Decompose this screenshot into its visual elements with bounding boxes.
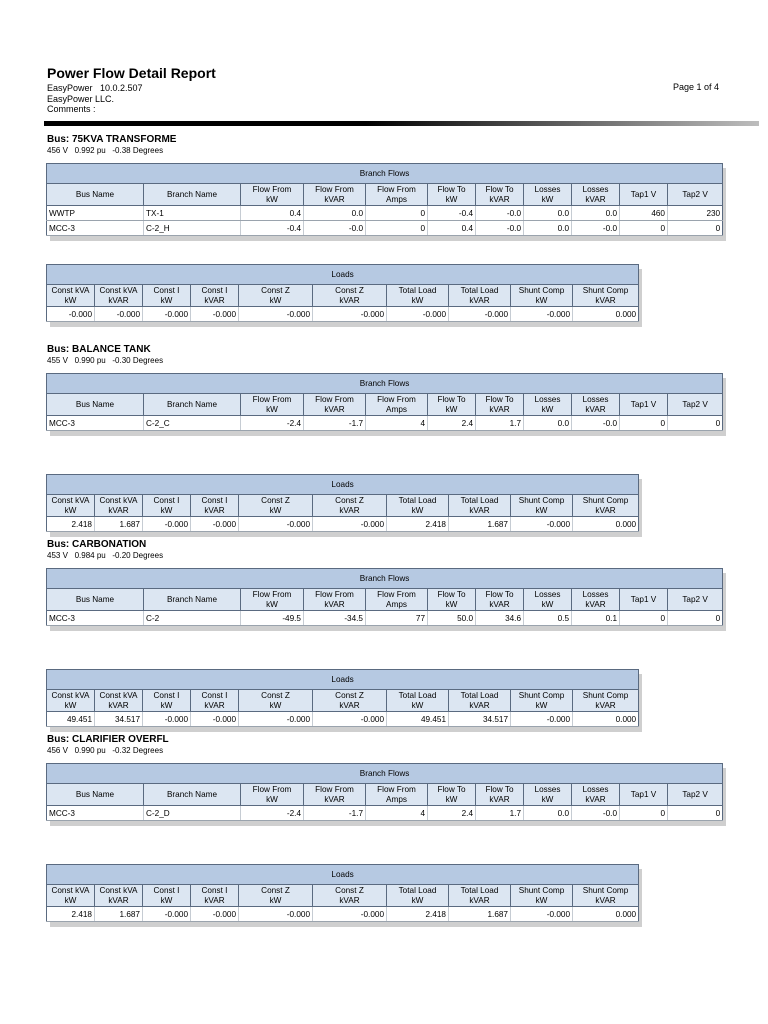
table-cell: -0.000 xyxy=(313,712,387,727)
column-header: Shunt Comp kW xyxy=(511,885,573,907)
bus-info: 456 V 0.992 pu -0.38 Degrees xyxy=(47,146,164,155)
column-header: Tap1 V xyxy=(620,589,668,611)
table-cell: -0.000 xyxy=(95,307,143,322)
column-header: Const I kW xyxy=(143,495,191,517)
table-cell: MCC-3 xyxy=(47,416,144,431)
table-row xyxy=(47,416,723,431)
table-cell: -0.000 xyxy=(511,517,573,532)
table-cell: -0.000 xyxy=(143,307,191,322)
table-row xyxy=(47,517,639,532)
column-header: Const I kVAR xyxy=(191,285,239,307)
table-row xyxy=(47,206,723,221)
column-header: Total Load kW xyxy=(387,285,449,307)
table-cell: C-2 xyxy=(144,611,241,626)
table-cell: 2.418 xyxy=(47,907,95,922)
column-header: Total Load kVAR xyxy=(449,690,511,712)
column-header: Const kVA kVAR xyxy=(95,285,143,307)
branch-flows-table xyxy=(46,763,722,821)
table-cell: -49.5 xyxy=(241,611,304,626)
column-header: Losses kW xyxy=(524,184,572,206)
page-number: Page 1 of 4 xyxy=(672,82,719,92)
loads-caption: Loads xyxy=(47,670,639,690)
column-header: Flow To kW xyxy=(428,589,476,611)
table-row xyxy=(47,712,639,727)
table-cell: -0.000 xyxy=(313,517,387,532)
table-cell: C-2_H xyxy=(144,221,241,236)
column-header: Const Z kW xyxy=(239,495,313,517)
table-cell: -0.000 xyxy=(191,517,239,532)
company-name: EasyPower LLC. xyxy=(47,93,115,104)
table-cell: 34.6 xyxy=(476,611,524,626)
table-cell: 0 xyxy=(366,221,428,236)
column-header: Flow From kVAR xyxy=(304,784,366,806)
table-cell: 2.4 xyxy=(428,806,476,821)
branch-flows-caption: Branch Flows xyxy=(47,764,723,784)
column-header: Total Load kVAR xyxy=(449,285,511,307)
table-cell: 0 xyxy=(668,221,723,236)
column-header: Flow From kW xyxy=(241,184,304,206)
table-cell: -0.000 xyxy=(313,907,387,922)
bus-info: 453 V 0.984 pu -0.20 Degrees xyxy=(47,551,164,560)
table-cell: 77 xyxy=(366,611,428,626)
table-cell: -0.0 xyxy=(572,806,620,821)
column-header: Const Z kW xyxy=(239,885,313,907)
bus-name: Bus: 75KVA TRANSFORME xyxy=(47,134,177,145)
column-header: Const Z kVAR xyxy=(313,885,387,907)
column-header: Const I kW xyxy=(143,285,191,307)
table-cell: -0.0 xyxy=(572,221,620,236)
column-header: Branch Name xyxy=(144,784,241,806)
column-header: Flow From Amps xyxy=(366,589,428,611)
table-cell: -0.4 xyxy=(241,221,304,236)
table-cell: -0.000 xyxy=(239,307,313,322)
branch-flows-table xyxy=(46,163,722,236)
table-cell: -0.000 xyxy=(449,307,511,322)
bus-info: 455 V 0.990 pu -0.30 Degrees xyxy=(47,356,164,365)
column-header: Flow From kW xyxy=(241,784,304,806)
table-cell: 0.0 xyxy=(304,206,366,221)
table-cell: 49.451 xyxy=(47,712,95,727)
column-header: Tap2 V xyxy=(668,784,723,806)
column-header: Const kVA kW xyxy=(47,285,95,307)
column-header: Shunt Comp kW xyxy=(511,285,573,307)
table-cell: 34.517 xyxy=(449,712,511,727)
column-header: Flow To kW xyxy=(428,784,476,806)
table-cell: -0.000 xyxy=(313,307,387,322)
branch-flows-table xyxy=(46,373,722,431)
column-header: Flow To kW xyxy=(428,184,476,206)
table-row xyxy=(47,907,639,922)
column-header: Flow From Amps xyxy=(366,394,428,416)
table-cell: -0.000 xyxy=(143,517,191,532)
column-header: Shunt Comp kW xyxy=(511,690,573,712)
table-cell: 0 xyxy=(620,221,668,236)
branch-flows-grid xyxy=(46,373,723,431)
table-cell: 4 xyxy=(366,806,428,821)
column-header: Losses kW xyxy=(524,394,572,416)
column-header: Tap1 V xyxy=(620,184,668,206)
column-header: Branch Name xyxy=(144,589,241,611)
table-cell: C-2_D xyxy=(144,806,241,821)
loads-caption: Loads xyxy=(47,865,639,885)
table-cell: 0 xyxy=(366,206,428,221)
column-header: Shunt Comp kVAR xyxy=(573,285,639,307)
software-version: EasyPower 10.0.2.507 xyxy=(47,83,143,93)
column-header: Flow To kVAR xyxy=(476,784,524,806)
column-header: Total Load kW xyxy=(387,495,449,517)
column-header: Const kVA kVAR xyxy=(95,885,143,907)
column-header: Const kVA kW xyxy=(47,885,95,907)
table-cell: -0.000 xyxy=(191,907,239,922)
column-header: Total Load kVAR xyxy=(449,885,511,907)
bus-name: Bus: CLARIFIER OVERFL xyxy=(47,734,169,745)
column-header: Tap1 V xyxy=(620,394,668,416)
table-row xyxy=(47,221,723,236)
column-header: Bus Name xyxy=(47,589,144,611)
column-header: Total Load kVAR xyxy=(449,495,511,517)
table-cell: -1.7 xyxy=(304,416,366,431)
table-cell: -0.000 xyxy=(239,517,313,532)
table-cell: 2.4 xyxy=(428,416,476,431)
table-row xyxy=(47,611,723,626)
column-header: Shunt Comp kVAR xyxy=(573,495,639,517)
column-header: Flow To kW xyxy=(428,394,476,416)
table-cell: -0.000 xyxy=(47,307,95,322)
table-cell: -2.4 xyxy=(241,806,304,821)
table-cell: -0.0 xyxy=(476,221,524,236)
column-header: Bus Name xyxy=(47,784,144,806)
column-header: Flow From Amps xyxy=(366,184,428,206)
table-cell: 230 xyxy=(668,206,723,221)
table-cell: -0.000 xyxy=(387,307,449,322)
bus-info: 456 V 0.990 pu -0.32 Degrees xyxy=(47,746,164,755)
column-header: Const Z kW xyxy=(239,690,313,712)
table-cell: 2.418 xyxy=(387,517,449,532)
bus-name: Bus: CARBONATION xyxy=(47,539,147,550)
column-header: Shunt Comp kVAR xyxy=(573,885,639,907)
header-rule xyxy=(44,121,759,126)
branch-flows-table xyxy=(46,568,722,626)
column-header: Const kVA kVAR xyxy=(95,495,143,517)
column-header: Flow From kVAR xyxy=(304,184,366,206)
table-cell: 0.000 xyxy=(573,712,639,727)
column-header: Flow To kVAR xyxy=(476,394,524,416)
column-header: Const kVA kVAR xyxy=(95,690,143,712)
loads-caption: Loads xyxy=(47,265,639,285)
column-header: Branch Name xyxy=(144,394,241,416)
table-cell: 1.7 xyxy=(476,416,524,431)
branch-flows-grid xyxy=(46,763,723,821)
loads-table xyxy=(46,864,638,922)
loads-table xyxy=(46,474,638,532)
column-header: Const Z kVAR xyxy=(313,690,387,712)
report-title: Power Flow Detail Report xyxy=(47,65,216,81)
table-cell: 49.451 xyxy=(387,712,449,727)
table-cell: -0.0 xyxy=(304,221,366,236)
table-cell: 0.4 xyxy=(428,221,476,236)
table-cell: 50.0 xyxy=(428,611,476,626)
table-cell: 0.5 xyxy=(524,611,572,626)
table-cell: -0.0 xyxy=(476,206,524,221)
column-header: Losses kVAR xyxy=(572,394,620,416)
table-cell: 1.687 xyxy=(95,907,143,922)
table-cell: 0.1 xyxy=(572,611,620,626)
table-cell: -0.000 xyxy=(191,712,239,727)
table-cell: 2.418 xyxy=(387,907,449,922)
table-cell: -0.0 xyxy=(572,416,620,431)
column-header: Const Z kW xyxy=(239,285,313,307)
table-cell: MCC-3 xyxy=(47,806,144,821)
table-row xyxy=(47,806,723,821)
table-cell: -0.4 xyxy=(428,206,476,221)
table-cell: 0 xyxy=(620,806,668,821)
loads-table xyxy=(46,669,638,727)
column-header: Losses kW xyxy=(524,784,572,806)
column-header: Losses kW xyxy=(524,589,572,611)
table-cell: -0.000 xyxy=(239,907,313,922)
branch-flows-grid xyxy=(46,163,723,236)
table-cell: -0.000 xyxy=(511,712,573,727)
loads-table xyxy=(46,264,638,322)
column-header: Total Load kW xyxy=(387,690,449,712)
table-cell: 0 xyxy=(668,611,723,626)
column-header: Flow From Amps xyxy=(366,784,428,806)
loads-grid xyxy=(46,264,639,322)
column-header: Losses kVAR xyxy=(572,184,620,206)
branch-flows-caption: Branch Flows xyxy=(47,374,723,394)
loads-grid xyxy=(46,474,639,532)
column-header: Losses kVAR xyxy=(572,589,620,611)
branch-flows-grid xyxy=(46,568,723,626)
table-cell: -34.5 xyxy=(304,611,366,626)
table-cell: WWTP xyxy=(47,206,144,221)
table-cell: 0.0 xyxy=(524,221,572,236)
column-header: Tap1 V xyxy=(620,784,668,806)
table-cell: MCC-3 xyxy=(47,221,144,236)
table-row xyxy=(47,307,639,322)
column-header: Losses kVAR xyxy=(572,784,620,806)
table-cell: 0.000 xyxy=(573,907,639,922)
table-cell: -0.000 xyxy=(239,712,313,727)
table-cell: 460 xyxy=(620,206,668,221)
loads-grid xyxy=(46,864,639,922)
table-cell: 34.517 xyxy=(95,712,143,727)
table-cell: -0.000 xyxy=(143,712,191,727)
column-header: Flow To kVAR xyxy=(476,589,524,611)
column-header: Flow From kVAR xyxy=(304,589,366,611)
table-cell: -0.000 xyxy=(191,307,239,322)
table-cell: 0.0 xyxy=(524,806,572,821)
branch-flows-caption: Branch Flows xyxy=(47,569,723,589)
table-cell: 1.687 xyxy=(449,517,511,532)
column-header: Const kVA kW xyxy=(47,495,95,517)
table-cell: 0 xyxy=(668,806,723,821)
column-header: Const kVA kW xyxy=(47,690,95,712)
column-header: Tap2 V xyxy=(668,589,723,611)
table-cell: 1.687 xyxy=(95,517,143,532)
table-cell: 0 xyxy=(620,611,668,626)
table-cell: 0.0 xyxy=(572,206,620,221)
column-header: Flow From kW xyxy=(241,589,304,611)
loads-caption: Loads xyxy=(47,475,639,495)
table-cell: 0.4 xyxy=(241,206,304,221)
table-cell: -0.000 xyxy=(511,307,573,322)
table-cell: 0.000 xyxy=(573,517,639,532)
table-cell: -1.7 xyxy=(304,806,366,821)
bus-name: Bus: BALANCE TANK xyxy=(47,344,151,355)
table-cell: 4 xyxy=(366,416,428,431)
column-header: Bus Name xyxy=(47,394,144,416)
branch-flows-caption: Branch Flows xyxy=(47,164,723,184)
column-header: Bus Name xyxy=(47,184,144,206)
column-header: Flow From kW xyxy=(241,394,304,416)
column-header: Const Z kVAR xyxy=(313,495,387,517)
table-cell: 0.0 xyxy=(524,206,572,221)
column-header: Const I kVAR xyxy=(191,885,239,907)
column-header: Total Load kW xyxy=(387,885,449,907)
report-meta xyxy=(47,83,143,115)
column-header: Flow From kVAR xyxy=(304,394,366,416)
table-cell: 0 xyxy=(668,416,723,431)
table-cell: 0.000 xyxy=(573,307,639,322)
loads-grid xyxy=(46,669,639,727)
table-cell: 2.418 xyxy=(47,517,95,532)
column-header: Const I kVAR xyxy=(191,495,239,517)
column-header: Shunt Comp kVAR xyxy=(573,690,639,712)
table-cell: -0.000 xyxy=(143,907,191,922)
column-header: Const I kW xyxy=(143,885,191,907)
comments-label: Comments : xyxy=(47,104,96,114)
column-header: Tap2 V xyxy=(668,184,723,206)
column-header: Const Z kVAR xyxy=(313,285,387,307)
column-header: Const I kVAR xyxy=(191,690,239,712)
column-header: Const I kW xyxy=(143,690,191,712)
column-header: Tap2 V xyxy=(668,394,723,416)
table-cell: -0.000 xyxy=(511,907,573,922)
table-cell: C-2_C xyxy=(144,416,241,431)
table-cell: 0.0 xyxy=(524,416,572,431)
table-cell: 1.687 xyxy=(449,907,511,922)
table-cell: MCC-3 xyxy=(47,611,144,626)
table-cell: 0 xyxy=(620,416,668,431)
table-cell: TX-1 xyxy=(144,206,241,221)
column-header: Flow To kVAR xyxy=(476,184,524,206)
column-header: Branch Name xyxy=(144,184,241,206)
column-header: Shunt Comp kW xyxy=(511,495,573,517)
table-cell: -2.4 xyxy=(241,416,304,431)
table-cell: 1.7 xyxy=(476,806,524,821)
